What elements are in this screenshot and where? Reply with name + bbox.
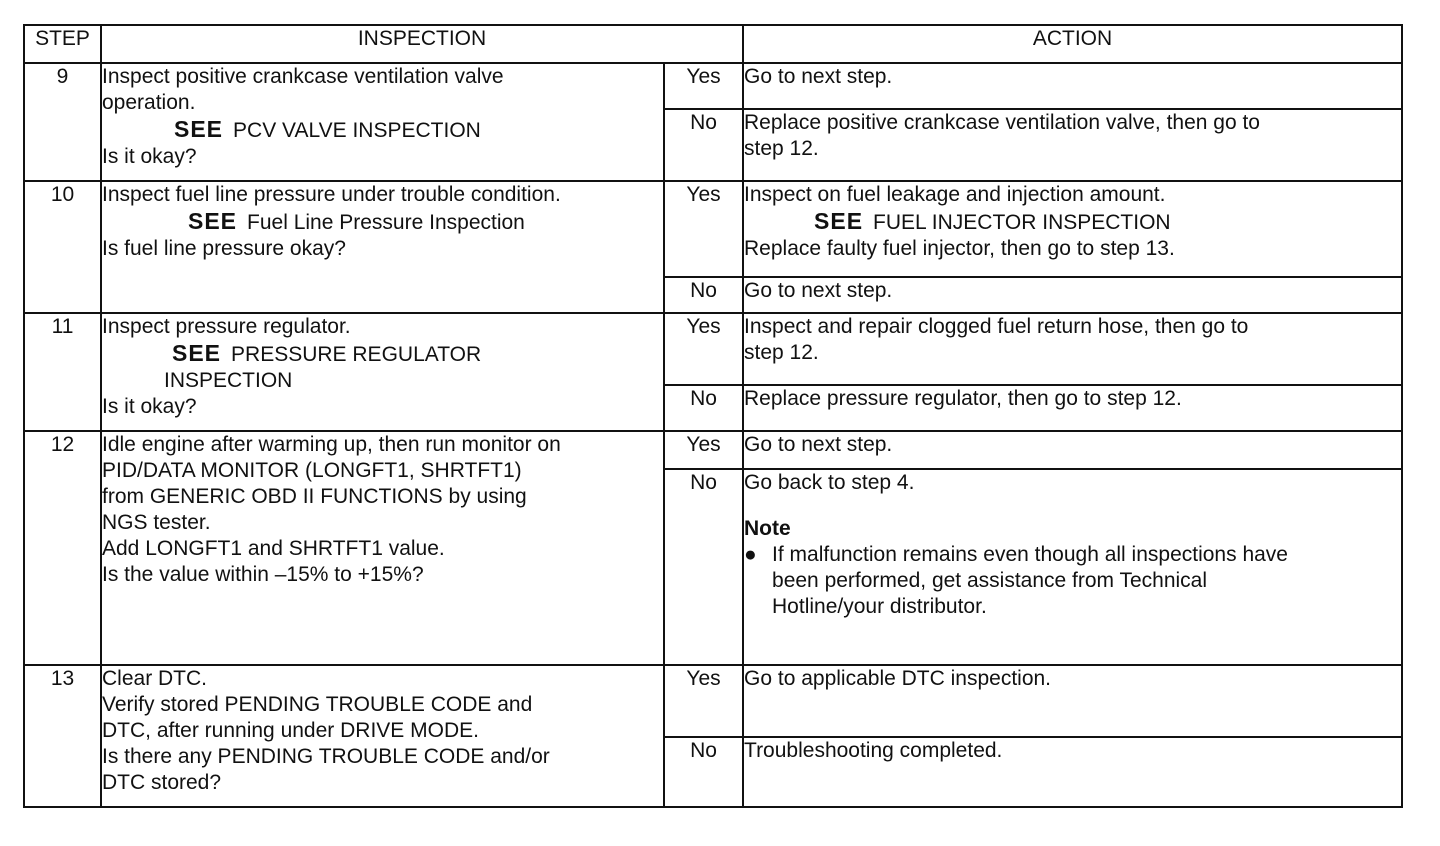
yes-label: Yes [664, 63, 743, 109]
bullet-icon: ● [744, 543, 757, 566]
note-bullet-item [744, 542, 1401, 620]
inspection-line: Inspect positive crankcase ventilation valve [102, 65, 504, 88]
see-keyword: SEE [188, 208, 238, 234]
see-reference [744, 208, 1401, 236]
no-label: No [664, 385, 743, 431]
troubleshooting-table [23, 24, 1403, 808]
inspection-line: DTC, after running under DRIVE MODE. [102, 719, 479, 742]
inspection-question: Is it okay? [102, 145, 197, 168]
action-line: Replace positive crankcase ventilation valve, then go to [744, 111, 1260, 134]
inspection-line: NGS tester. [102, 511, 211, 534]
yes-action [743, 313, 1402, 385]
inspection-line: operation. [102, 91, 196, 114]
yes-action: Go to applicable DTC inspection. [743, 665, 1402, 737]
inspection-question: Is the value within –15% to +15%? [102, 563, 424, 586]
step-number: 11 [24, 313, 101, 431]
step-number: 13 [24, 665, 101, 807]
inspection-line: Idle engine after warming up, then run monitor on [102, 433, 561, 456]
inspection-cell [101, 431, 664, 665]
inspection-question: Is there any PENDING TROUBLE CODE and/or [102, 745, 550, 768]
note-heading: Note [744, 517, 791, 540]
no-action: Troubleshooting completed. [743, 737, 1402, 807]
inspection-cell [101, 63, 664, 181]
see-target: FUEL INJECTOR INSPECTION [873, 211, 1171, 234]
action-line: Inspect on fuel leakage and injection amount. [744, 183, 1166, 206]
inspection-cell [101, 665, 664, 807]
table-row [24, 313, 1402, 385]
yes-label: Yes [664, 181, 743, 277]
see-target: PRESSURE REGULATOR [231, 343, 482, 366]
table-row [24, 431, 1402, 469]
no-label: No [664, 737, 743, 807]
action-line: Go back to step 4. [744, 471, 915, 494]
inspection-line: PID/DATA MONITOR (LONGFT1, SHRTFT1) [102, 459, 522, 482]
no-label: No [664, 469, 743, 665]
inspection-cell [101, 181, 664, 313]
inspection-line: Clear DTC. [102, 667, 208, 690]
no-action: Go to next step. [743, 277, 1402, 313]
see-target-continued: INSPECTION [164, 369, 293, 392]
note-line: Hotline/your distributor. [772, 595, 987, 618]
action-line: step 12. [744, 341, 819, 364]
yes-action: Go to next step. [743, 431, 1402, 469]
see-reference [102, 116, 663, 144]
no-action [743, 109, 1402, 181]
see-keyword: SEE [172, 340, 222, 366]
inspection-header: INSPECTION [101, 25, 743, 63]
step-header: STEP [24, 25, 101, 63]
yes-action [743, 181, 1402, 277]
table-row [24, 665, 1402, 737]
header-row [24, 25, 1402, 63]
yes-action: Go to next step. [743, 63, 1402, 109]
action-line: Replace faulty fuel injector, then go to step 13. [744, 237, 1175, 260]
table-row [24, 63, 1402, 109]
action-line: step 12. [744, 137, 819, 160]
inspection-question: DTC stored? [102, 771, 222, 794]
inspection-line: Verify stored PENDING TROUBLE CODE and [102, 693, 533, 716]
inspection-question: Is fuel line pressure okay? [102, 237, 346, 260]
see-keyword: SEE [174, 116, 224, 142]
step-number: 9 [24, 63, 101, 181]
no-action [743, 469, 1402, 665]
see-target: PCV VALVE INSPECTION [233, 119, 481, 142]
yes-label: Yes [664, 665, 743, 737]
yes-label: Yes [664, 431, 743, 469]
table-row [24, 181, 1402, 277]
see-keyword: SEE [814, 208, 864, 234]
note-line: If malfunction remains even though all inspections have [772, 543, 1288, 566]
action-line: Inspect and repair clogged fuel return hose, then go to [744, 315, 1249, 338]
no-action: Replace pressure regulator, then go to step 12. [743, 385, 1402, 431]
step-number: 12 [24, 431, 101, 665]
step-number: 10 [24, 181, 101, 313]
action-header: ACTION [743, 25, 1402, 63]
inspection-line: Inspect pressure regulator. [102, 315, 351, 338]
no-label: No [664, 109, 743, 181]
yes-label: Yes [664, 313, 743, 385]
see-reference [102, 208, 663, 236]
inspection-line: from GENERIC OBD II FUNCTIONS by using [102, 485, 527, 508]
inspection-question: Is it okay? [102, 395, 197, 418]
note-line: been performed, get assistance from Technical [772, 569, 1208, 592]
see-reference [102, 340, 663, 368]
see-target: Fuel Line Pressure Inspection [247, 211, 525, 234]
no-label: No [664, 277, 743, 313]
inspection-line: Add LONGFT1 and SHRTFT1 value. [102, 537, 445, 560]
note-text [772, 542, 1288, 620]
inspection-line: Inspect fuel line pressure under trouble condition. [102, 183, 561, 206]
inspection-cell [101, 313, 664, 431]
